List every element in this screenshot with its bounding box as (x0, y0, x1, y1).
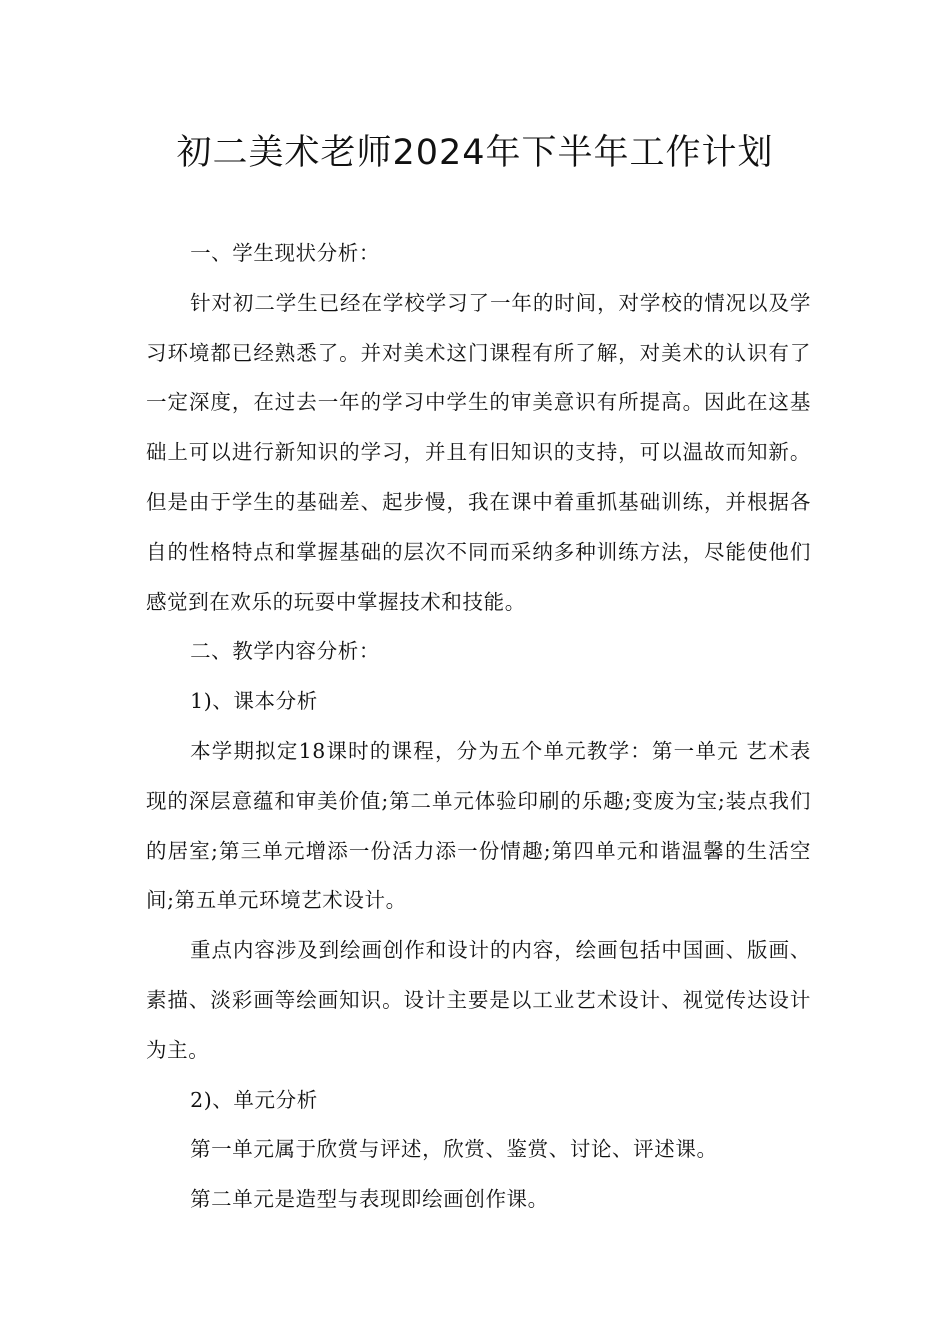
heading-student-analysis: 一、学生现状分析： (190, 241, 380, 265)
paragraph-unit-one: 第一单元属于欣赏与评述，欣赏、鉴赏、讨论、评述课。 (190, 1137, 718, 1162)
paragraph-key-content: 重点内容涉及到绘画创作和设计的内容，绘画包括中国画、版画、素描、淡彩画等绘画知识。设计主要是以工业艺术设计、视觉传达设计为主。 (146, 938, 811, 1062)
document-title: 初二美术老师2024年下半年工作计划 (176, 133, 774, 173)
paragraph-unit-two: 第二单元是造型与表现即绘画创作课。 (190, 1187, 549, 1212)
paragraph-student-analysis: 针对初二学生已经在学校学习了一年的时间，对学校的情况以及学习环境都已经熟悉了。并对美术这门课程有所了解，对美术的认识有了一定深度，在过去一年的学习中学生的审美意识有所提高。因此在这基础上可以进行新知识的学习，并且有旧知识的支持，可以温故而知新。但是由于学生的基础差、起步慢，我在课中着重抓基础训练，并根据各自的性格特点和掌握基础的层次不同而采纳多种训练方法，尽能使他们感觉到在欢乐的玩耍中掌握技术和技能。 (146, 290, 811, 614)
heading-teaching-content: 二、教学内容分析： (190, 639, 380, 664)
document-body (146, 229, 811, 1225)
subheading-textbook-analysis: 1)、课本分析 (190, 689, 318, 714)
subheading-unit-analysis: 2)、单元分析 (190, 1087, 318, 1112)
paragraph-textbook-units: 本学期拟定18课时的课程，分为五个单元教学：第一单元 艺术表现的深层意蕴和审美价值;第二单元体验印刷的乐趣;变废为宝;装点我们的居室;第三单元增添一份活力添一份情趣;第四单元和谐温馨的生活空间;第五单元环境艺术设计。 (146, 738, 811, 913)
